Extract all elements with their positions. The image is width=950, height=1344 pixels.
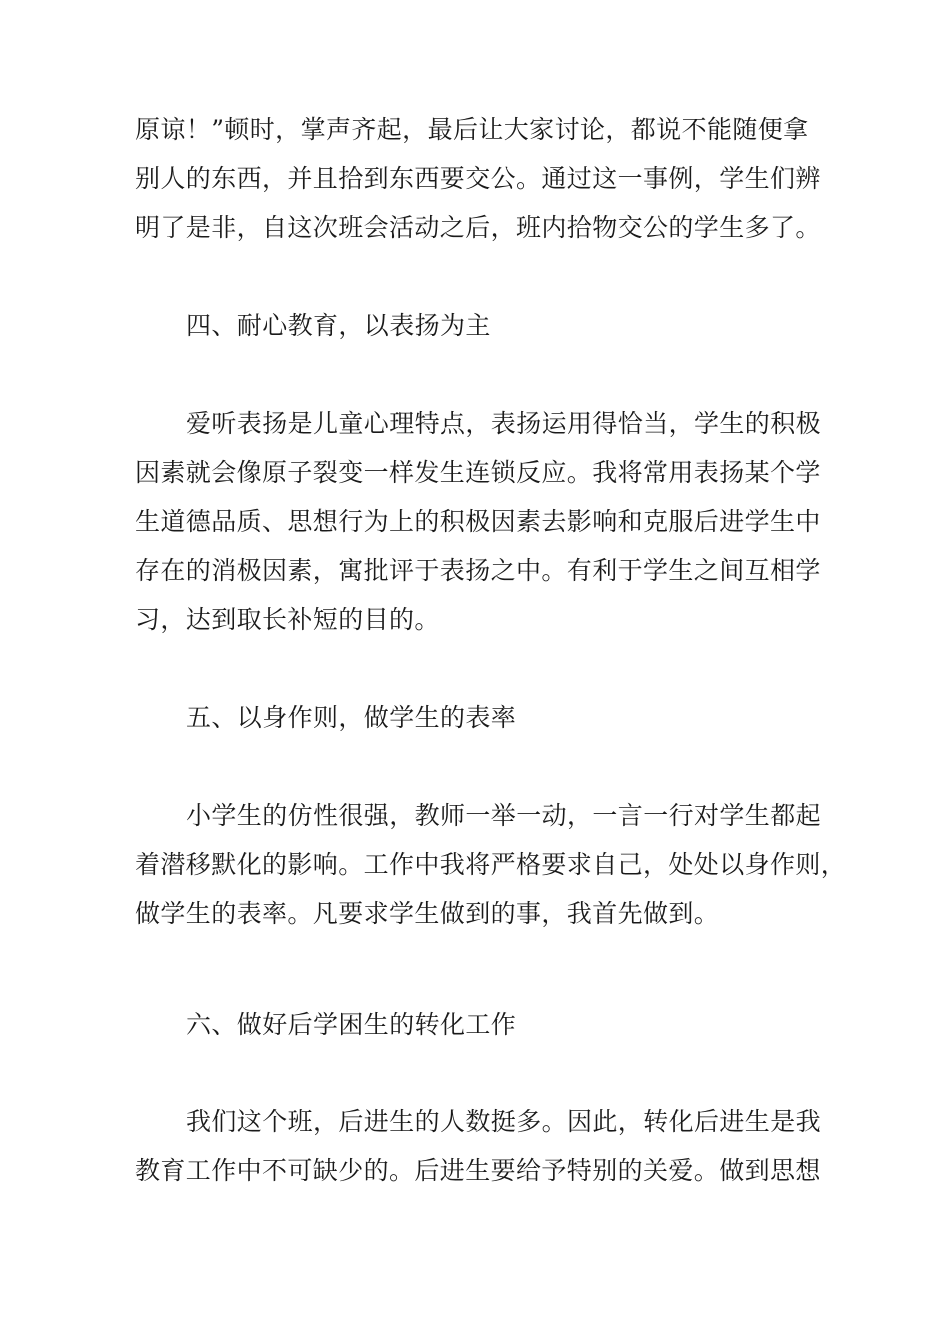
section-heading-6: 六、做好后学困生的转化工作 (186, 1010, 517, 1039)
paragraph-line: 教育工作中不可缺少的。后进生要给予特别的关爱。做到思想 (135, 1156, 821, 1185)
paragraph-line: 习，达到取长补短的目的。 (135, 605, 440, 634)
paragraph-line: 着潜移默化的影响。工作中我将严格要求自己，处处以身作则， (135, 850, 847, 879)
paragraph-line: 原谅！”顿时，掌声齐起，最后让大家讨论，都说不能随便拿 (135, 115, 809, 144)
section-heading-5: 五、以身作则，做学生的表率 (186, 703, 517, 732)
paragraph-line: 小学生的仿性很强，教师一举一动，一言一行对学生都起 (186, 801, 822, 830)
paragraph-line: 我们这个班，后进生的人数挺多。因此，转化后进生是我 (186, 1107, 822, 1136)
paragraph-line: 爱听表扬是儿童心理特点，表扬运用得恰当，学生的积极 (186, 409, 822, 438)
paragraph-line: 生道德品质、思想行为上的积极因素去影响和克服后进学生中 (135, 507, 821, 536)
paragraph-line: 因素就会像原子裂变一样发生连锁反应。我将常用表扬某个学 (135, 458, 821, 487)
section-heading-4: 四、耐心教育，以表扬为主 (186, 311, 491, 340)
paragraph-line: 做学生的表率。凡要求学生做到的事，我首先做到。 (135, 899, 720, 928)
paragraph-line: 明了是非，自这次班会活动之后，班内拾物交公的学生多了。 (135, 213, 821, 242)
paragraph-line: 别人的东西，并且拾到东西要交公。通过这一事例，学生们辨 (135, 164, 821, 193)
paragraph-line: 存在的消极因素，寓批评于表扬之中。有利于学生之间互相学 (135, 556, 821, 585)
